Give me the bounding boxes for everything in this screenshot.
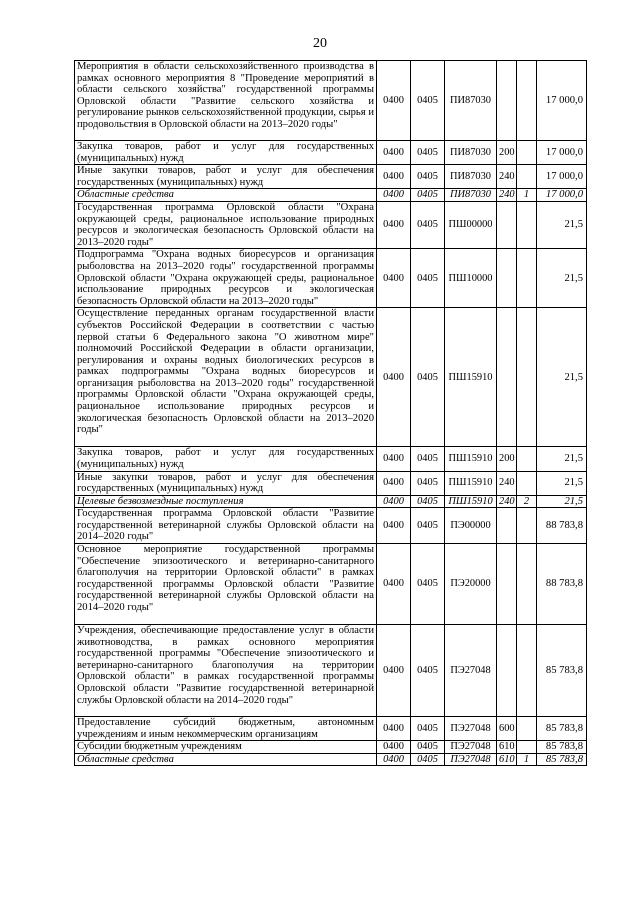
row-target-article: ПИ87030	[445, 165, 497, 189]
row-target-article: ПШ00000	[445, 201, 497, 248]
budget-table	[74, 60, 587, 766]
table-row	[75, 61, 587, 141]
row-funding-source	[517, 471, 537, 495]
row-expense-type: 240	[497, 189, 517, 202]
row-subsection-code: 0405	[411, 544, 445, 625]
row-funding-source	[517, 717, 537, 741]
row-expense-type: 240	[497, 165, 517, 189]
table-row	[75, 508, 587, 544]
row-expense-type: 240	[497, 495, 517, 508]
row-subsection-code: 0405	[411, 189, 445, 202]
row-subsection-code: 0405	[411, 717, 445, 741]
row-expense-type: 200	[497, 447, 517, 471]
row-expense-type	[497, 249, 517, 308]
row-subsection-code: 0405	[411, 753, 445, 766]
row-section-code: 0400	[377, 165, 411, 189]
row-name: Закупка товаров, работ и услуг для государственных (муниципальных) нужд	[75, 447, 377, 471]
row-amount: 21,5	[537, 447, 587, 471]
row-name: Государственная программа Орловской области "Развитие государственной ветеринарной службы Орловской области на 2014–2020 годы"	[75, 508, 377, 544]
row-name: Подпрограмма "Охрана водных биоресурсов и организация рыболовства на 2013–2020 годы" государственной программы Орловской области "Охрана окружающей среды, рациональное использование природных ресурсов и экологическая безопасность Орловской области на 2013–2020 годы"	[75, 249, 377, 308]
table-row	[75, 753, 587, 766]
row-subsection-code: 0405	[411, 165, 445, 189]
row-target-article: ПИ87030	[445, 61, 497, 141]
row-name: Государственная программа Орловской области "Охрана окружающей среды, рациональное использование природных ресурсов и экологическая безопасность Орловской области на 2013–2020 годы"	[75, 201, 377, 248]
row-subsection-code: 0405	[411, 495, 445, 508]
row-target-article: ПШ15910	[445, 308, 497, 447]
row-name: Осуществление переданных органам государственной власти субъектов Российской Федерации в соответствии с частью первой статьи 6 Федерального закона "О животном мире" полномочий Российской Федерации в области организации, регулирования и охраны водных биологических ресурсов в рамках подпрограммы "Охрана водных биоресурсов и организация рыболовства на 2013–2020 годы" государственной программы Орловской области "Охрана окружающей среды, рациональное использование природных ресурсов и экологическая безопасность Орловской области на 2013–2020 годы"	[75, 308, 377, 447]
row-funding-source	[517, 308, 537, 447]
row-amount: 17 000,0	[537, 189, 587, 202]
row-section-code: 0400	[377, 447, 411, 471]
row-expense-type	[497, 508, 517, 544]
row-name: Основное мероприятие государственной программы "Обеспечение эпизоотического и ветеринарно-санитарного благополучия на территории Орловской области" в рамках государственной программы Орловской области "Развитие государственной ветеринарной службы Орловской области на 2014–2020 годы"	[75, 544, 377, 625]
row-target-article: ПЭ27048	[445, 625, 497, 717]
row-target-article: ПИ87030	[445, 189, 497, 202]
row-section-code: 0400	[377, 189, 411, 202]
table-row	[75, 308, 587, 447]
row-funding-source: 1	[517, 753, 537, 766]
table-row	[75, 249, 587, 308]
row-subsection-code: 0405	[411, 201, 445, 248]
row-amount: 85 783,8	[537, 625, 587, 717]
page-number: 20	[313, 36, 327, 51]
row-target-article: ПШ15910	[445, 447, 497, 471]
row-funding-source	[517, 249, 537, 308]
row-expense-type	[497, 625, 517, 717]
row-section-code: 0400	[377, 753, 411, 766]
table-row	[75, 741, 587, 754]
row-section-code: 0400	[377, 625, 411, 717]
row-target-article: ПЭ27048	[445, 753, 497, 766]
table-row	[75, 201, 587, 248]
row-expense-type: 610	[497, 741, 517, 754]
row-funding-source	[517, 741, 537, 754]
row-section-code: 0400	[377, 717, 411, 741]
row-amount: 17 000,0	[537, 141, 587, 165]
row-subsection-code: 0405	[411, 471, 445, 495]
row-name: Областные средства	[75, 189, 377, 202]
row-funding-source: 2	[517, 495, 537, 508]
row-expense-type: 240	[497, 471, 517, 495]
table-row	[75, 189, 587, 202]
row-target-article: ПШ10000	[445, 249, 497, 308]
row-subsection-code: 0405	[411, 61, 445, 141]
row-amount: 85 783,8	[537, 717, 587, 741]
table-row	[75, 544, 587, 625]
row-funding-source	[517, 201, 537, 248]
row-expense-type	[497, 308, 517, 447]
row-expense-type	[497, 201, 517, 248]
row-section-code: 0400	[377, 471, 411, 495]
row-subsection-code: 0405	[411, 447, 445, 471]
row-expense-type	[497, 544, 517, 625]
row-funding-source	[517, 508, 537, 544]
table-row	[75, 471, 587, 495]
row-expense-type: 610	[497, 753, 517, 766]
table-row	[75, 141, 587, 165]
row-target-article: ПИ87030	[445, 141, 497, 165]
row-expense-type: 200	[497, 141, 517, 165]
row-target-article: ПШ15910	[445, 495, 497, 508]
table-row	[75, 447, 587, 471]
row-amount: 88 783,8	[537, 508, 587, 544]
row-amount: 17 000,0	[537, 61, 587, 141]
row-amount: 17 000,0	[537, 165, 587, 189]
row-amount: 85 783,8	[537, 741, 587, 754]
row-amount: 88 783,8	[537, 544, 587, 625]
row-expense-type: 600	[497, 717, 517, 741]
row-name: Предоставление субсидий бюджетным, автономным учреждениям и иным некоммерческим организациям	[75, 717, 377, 741]
row-subsection-code: 0405	[411, 141, 445, 165]
row-amount: 21,5	[537, 249, 587, 308]
row-name: Субсидии бюджетным учреждениям	[75, 741, 377, 754]
row-funding-source	[517, 544, 537, 625]
row-funding-source	[517, 61, 537, 141]
row-amount: 85 783,8	[537, 753, 587, 766]
row-name: Областные средства	[75, 753, 377, 766]
row-subsection-code: 0405	[411, 308, 445, 447]
row-subsection-code: 0405	[411, 249, 445, 308]
row-target-article: ПЭ20000	[445, 544, 497, 625]
row-subsection-code: 0405	[411, 741, 445, 754]
row-subsection-code: 0405	[411, 508, 445, 544]
row-name: Учреждения, обеспечивающие предоставление услуг в области животноводства, в рамках основного мероприятия государственной программы "Обеспечение эпизоотического и ветеринарно-санитарного благополучия на территории Орловской области" в рамках государственной программы Орловской области "Развитие государственной ветеринарной службы Орловской области на 2014–2020 годы"	[75, 625, 377, 717]
row-section-code: 0400	[377, 508, 411, 544]
row-funding-source	[517, 141, 537, 165]
table-row	[75, 495, 587, 508]
row-section-code: 0400	[377, 741, 411, 754]
row-section-code: 0400	[377, 201, 411, 248]
row-amount: 21,5	[537, 308, 587, 447]
row-funding-source	[517, 447, 537, 471]
row-name: Иные закупки товаров, работ и услуг для обеспечения государственных (муниципальных) нужд	[75, 165, 377, 189]
row-section-code: 0400	[377, 61, 411, 141]
row-subsection-code: 0405	[411, 625, 445, 717]
row-section-code: 0400	[377, 495, 411, 508]
row-funding-source	[517, 625, 537, 717]
row-target-article: ПЭ27048	[445, 717, 497, 741]
row-amount: 21,5	[537, 201, 587, 248]
row-target-article: ПЭ27048	[445, 741, 497, 754]
row-section-code: 0400	[377, 249, 411, 308]
row-name: Иные закупки товаров, работ и услуг для обеспечения государственных (муниципальных) нужд	[75, 471, 377, 495]
row-name: Закупка товаров, работ и услуг для государственных (муниципальных) нужд	[75, 141, 377, 165]
row-funding-source	[517, 165, 537, 189]
row-target-article: ПШ15910	[445, 471, 497, 495]
row-amount: 21,5	[537, 471, 587, 495]
row-amount: 21,5	[537, 495, 587, 508]
table-row	[75, 625, 587, 717]
row-section-code: 0400	[377, 544, 411, 625]
row-section-code: 0400	[377, 141, 411, 165]
row-target-article: ПЭ00000	[445, 508, 497, 544]
row-section-code: 0400	[377, 308, 411, 447]
row-expense-type	[497, 61, 517, 141]
row-name: Целевые безвозмездные поступления	[75, 495, 377, 508]
row-name: Мероприятия в области сельскохозяйственного производства в рамках основного мероприятия 8 "Проведение мероприятий в области сельского хозяйства" государственной программы Орловской области "Развитие сельского хозяйства и регулирование рынков сельскохозяйственной продукции, сырья и продовольствия в Орловской области на 2013–2020 годы"	[75, 61, 377, 141]
table-row	[75, 165, 587, 189]
table-row	[75, 717, 587, 741]
row-funding-source: 1	[517, 189, 537, 202]
